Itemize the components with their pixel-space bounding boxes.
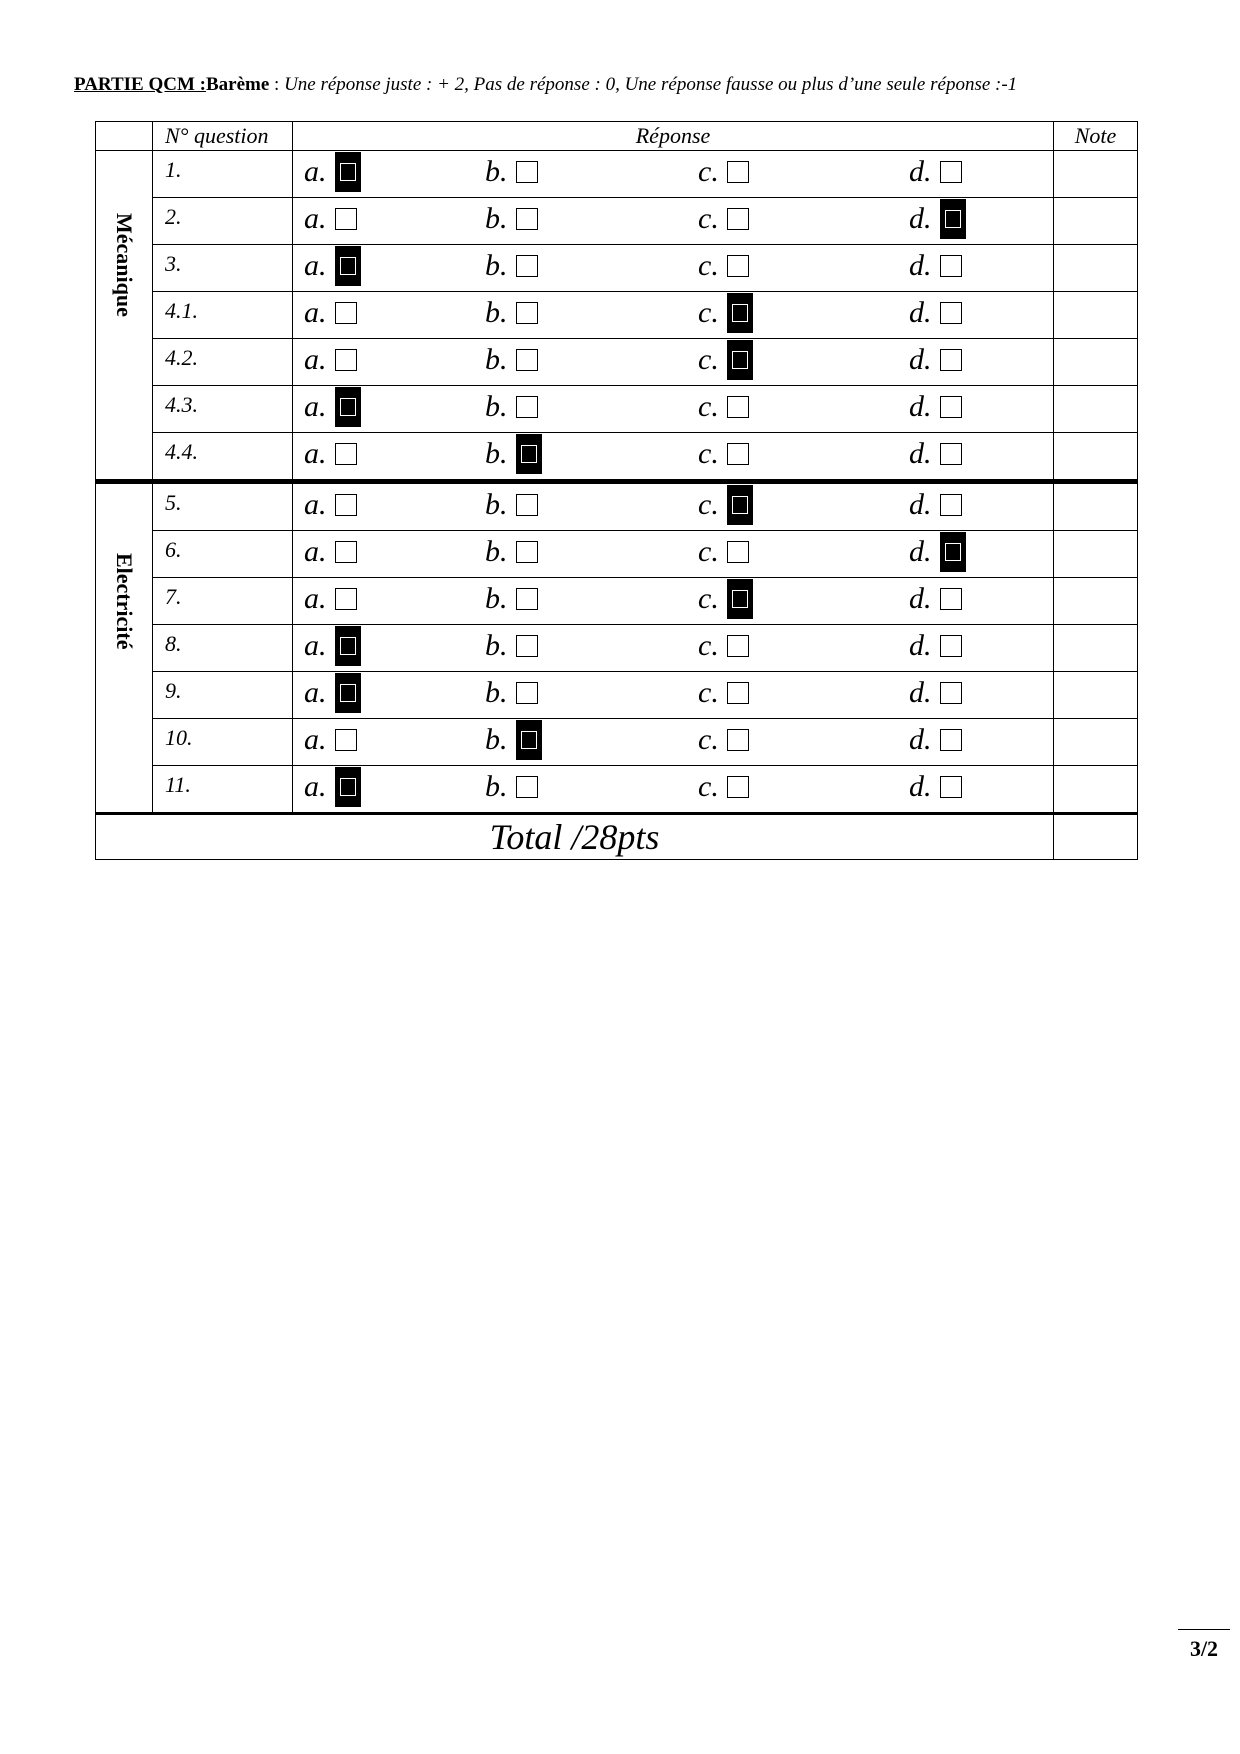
option-b[interactable] bbox=[485, 388, 538, 426]
question-number: 10. bbox=[153, 719, 293, 766]
option-c[interactable] bbox=[698, 294, 753, 332]
empty-checkbox[interactable] bbox=[940, 588, 962, 610]
option-letter: a. bbox=[304, 437, 327, 470]
option-letter: d. bbox=[909, 437, 932, 470]
option-c[interactable] bbox=[698, 388, 749, 426]
section-title: PARTIE QCM : bbox=[74, 74, 206, 95]
empty-checkbox[interactable] bbox=[940, 161, 962, 183]
question-number: 4.2. bbox=[153, 339, 293, 386]
response-cell bbox=[293, 719, 1054, 766]
option-letter: b. bbox=[485, 437, 508, 470]
checked-checkbox[interactable] bbox=[727, 579, 753, 619]
response-cell bbox=[293, 198, 1054, 245]
checked-checkbox[interactable] bbox=[727, 293, 753, 333]
option-b[interactable] bbox=[485, 486, 538, 524]
note-cell[interactable] bbox=[1054, 433, 1138, 482]
note-cell[interactable] bbox=[1054, 339, 1138, 386]
checked-checkbox[interactable] bbox=[940, 199, 966, 239]
response-cell bbox=[293, 339, 1054, 386]
option-c[interactable] bbox=[698, 674, 749, 712]
checked-checkbox[interactable] bbox=[335, 246, 361, 286]
option-c[interactable] bbox=[698, 200, 749, 238]
option-b[interactable] bbox=[485, 153, 538, 191]
option-a[interactable] bbox=[304, 294, 357, 332]
question-row bbox=[96, 198, 1138, 245]
option-letter: a. bbox=[304, 249, 327, 282]
section-label: Electricité bbox=[112, 553, 137, 650]
option-letter: c. bbox=[698, 535, 719, 568]
option-b[interactable] bbox=[485, 533, 538, 571]
empty-checkbox[interactable] bbox=[516, 349, 538, 371]
note-cell[interactable] bbox=[1054, 578, 1138, 625]
option-a[interactable] bbox=[304, 200, 357, 238]
option-letter: b. bbox=[485, 723, 508, 756]
option-letter: b. bbox=[485, 343, 508, 376]
checked-checkbox[interactable] bbox=[940, 532, 966, 572]
header-separator: : bbox=[269, 74, 285, 95]
question-row bbox=[96, 625, 1138, 672]
option-b[interactable] bbox=[485, 627, 538, 665]
option-a[interactable] bbox=[304, 627, 361, 665]
question-number: 2. bbox=[153, 198, 293, 245]
empty-checkbox[interactable] bbox=[516, 588, 538, 610]
empty-checkbox[interactable] bbox=[940, 349, 962, 371]
header-corner bbox=[96, 122, 153, 151]
option-letter: c. bbox=[698, 249, 719, 282]
checked-checkbox[interactable] bbox=[335, 626, 361, 666]
empty-checkbox[interactable] bbox=[727, 443, 749, 465]
option-d[interactable] bbox=[909, 627, 962, 665]
option-a[interactable] bbox=[304, 153, 361, 191]
question-row bbox=[96, 482, 1138, 531]
option-letter: b. bbox=[485, 676, 508, 709]
option-letter: a. bbox=[304, 629, 327, 662]
empty-checkbox[interactable] bbox=[516, 494, 538, 516]
option-c[interactable] bbox=[698, 153, 749, 191]
question-number: 6. bbox=[153, 531, 293, 578]
option-letter: a. bbox=[304, 535, 327, 568]
option-letter: c. bbox=[698, 629, 719, 662]
note-cell[interactable] bbox=[1054, 719, 1138, 766]
option-b[interactable] bbox=[485, 674, 538, 712]
empty-checkbox[interactable] bbox=[335, 349, 357, 371]
question-number: 9. bbox=[153, 672, 293, 719]
option-d[interactable] bbox=[909, 533, 966, 571]
note-cell[interactable] bbox=[1054, 672, 1138, 719]
question-row bbox=[96, 766, 1138, 814]
option-letter: b. bbox=[485, 390, 508, 423]
option-a[interactable] bbox=[304, 341, 357, 379]
response-cell bbox=[293, 386, 1054, 433]
question-number: 4.1. bbox=[153, 292, 293, 339]
option-b[interactable] bbox=[485, 341, 538, 379]
question-row bbox=[96, 386, 1138, 433]
empty-checkbox[interactable] bbox=[516, 302, 538, 324]
question-row bbox=[96, 578, 1138, 625]
option-b[interactable] bbox=[485, 294, 538, 332]
question-row bbox=[96, 245, 1138, 292]
note-cell[interactable] bbox=[1054, 151, 1138, 198]
question-number: 4.3. bbox=[153, 386, 293, 433]
option-letter: d. bbox=[909, 390, 932, 423]
response-cell bbox=[293, 672, 1054, 719]
option-letter: b. bbox=[485, 629, 508, 662]
option-letter: d. bbox=[909, 723, 932, 756]
option-letter: a. bbox=[304, 488, 327, 521]
empty-checkbox[interactable] bbox=[727, 541, 749, 563]
option-letter: b. bbox=[485, 155, 508, 188]
option-letter: c. bbox=[698, 296, 719, 329]
response-cell bbox=[293, 292, 1054, 339]
total-label: Total /28pts bbox=[96, 814, 1054, 860]
option-b[interactable] bbox=[485, 247, 538, 285]
scoring-rules: Une réponse juste : + 2, Pas de réponse : 0, Une réponse fausse ou plus d’une seule réponse :-1 bbox=[284, 74, 1018, 95]
empty-checkbox[interactable] bbox=[727, 255, 749, 277]
option-letter: d. bbox=[909, 296, 932, 329]
option-letter: a. bbox=[304, 770, 327, 803]
question-number: 7. bbox=[153, 578, 293, 625]
empty-checkbox[interactable] bbox=[516, 682, 538, 704]
option-letter: b. bbox=[485, 535, 508, 568]
checked-checkbox[interactable] bbox=[335, 152, 361, 192]
option-letter: a. bbox=[304, 155, 327, 188]
empty-checkbox[interactable] bbox=[335, 541, 357, 563]
empty-checkbox[interactable] bbox=[727, 161, 749, 183]
empty-checkbox[interactable] bbox=[940, 396, 962, 418]
checked-checkbox[interactable] bbox=[335, 387, 361, 427]
option-d[interactable] bbox=[909, 580, 962, 618]
checked-checkbox[interactable] bbox=[727, 485, 753, 525]
option-d[interactable] bbox=[909, 153, 962, 191]
question-row bbox=[96, 531, 1138, 578]
question-number: 3. bbox=[153, 245, 293, 292]
question-number: 8. bbox=[153, 625, 293, 672]
checked-checkbox[interactable] bbox=[516, 720, 542, 760]
option-b[interactable] bbox=[485, 768, 538, 806]
option-letter: c. bbox=[698, 488, 719, 521]
empty-checkbox[interactable] bbox=[335, 494, 357, 516]
question-row bbox=[96, 672, 1138, 719]
response-cell bbox=[293, 531, 1054, 578]
option-a[interactable] bbox=[304, 247, 361, 285]
response-cell bbox=[293, 151, 1054, 198]
option-d[interactable] bbox=[909, 388, 962, 426]
question-row bbox=[96, 151, 1138, 198]
empty-checkbox[interactable] bbox=[335, 588, 357, 610]
response-header: Réponse bbox=[293, 122, 1054, 151]
empty-checkbox[interactable] bbox=[516, 541, 538, 563]
option-letter: a. bbox=[304, 202, 327, 235]
section-label-cell bbox=[96, 151, 153, 482]
option-d[interactable] bbox=[909, 200, 966, 238]
option-c[interactable] bbox=[698, 341, 753, 379]
option-c[interactable] bbox=[698, 627, 749, 665]
option-letter: b. bbox=[485, 296, 508, 329]
option-a[interactable] bbox=[304, 388, 361, 426]
option-letter: b. bbox=[485, 488, 508, 521]
note-cell[interactable] bbox=[1054, 531, 1138, 578]
option-d[interactable] bbox=[909, 294, 962, 332]
question-row bbox=[96, 719, 1138, 766]
empty-checkbox[interactable] bbox=[516, 161, 538, 183]
response-cell bbox=[293, 578, 1054, 625]
question-row bbox=[96, 433, 1138, 482]
option-a[interactable] bbox=[304, 486, 357, 524]
empty-checkbox[interactable] bbox=[940, 635, 962, 657]
empty-checkbox[interactable] bbox=[335, 729, 357, 751]
option-b[interactable] bbox=[485, 721, 542, 759]
table-header-row bbox=[96, 122, 1138, 151]
question-number-header: N° question bbox=[153, 122, 293, 151]
question-number: 1. bbox=[153, 151, 293, 198]
option-letter: b. bbox=[485, 770, 508, 803]
option-letter: b. bbox=[485, 582, 508, 615]
empty-checkbox[interactable] bbox=[727, 682, 749, 704]
option-letter: c. bbox=[698, 723, 719, 756]
option-letter: d. bbox=[909, 249, 932, 282]
checked-checkbox[interactable] bbox=[335, 673, 361, 713]
response-cell bbox=[293, 625, 1054, 672]
option-letter: c. bbox=[698, 437, 719, 470]
empty-checkbox[interactable] bbox=[727, 729, 749, 751]
option-letter: c. bbox=[698, 676, 719, 709]
option-d[interactable] bbox=[909, 247, 962, 285]
option-letter: c. bbox=[698, 202, 719, 235]
option-letter: a. bbox=[304, 343, 327, 376]
empty-checkbox[interactable] bbox=[940, 255, 962, 277]
checked-checkbox[interactable] bbox=[335, 767, 361, 807]
option-letter: d. bbox=[909, 629, 932, 662]
option-letter: a. bbox=[304, 582, 327, 615]
option-letter: d. bbox=[909, 343, 932, 376]
option-a[interactable] bbox=[304, 533, 357, 571]
empty-checkbox[interactable] bbox=[940, 776, 962, 798]
option-b[interactable] bbox=[485, 580, 538, 618]
empty-checkbox[interactable] bbox=[727, 635, 749, 657]
question-number: 11. bbox=[153, 766, 293, 814]
option-d[interactable] bbox=[909, 768, 962, 806]
question-row bbox=[96, 292, 1138, 339]
empty-checkbox[interactable] bbox=[727, 208, 749, 230]
section-label: Mécanique bbox=[112, 212, 137, 317]
option-b[interactable] bbox=[485, 200, 538, 238]
note-cell[interactable] bbox=[1054, 386, 1138, 433]
option-b[interactable] bbox=[485, 435, 542, 473]
option-letter: d. bbox=[909, 770, 932, 803]
empty-checkbox[interactable] bbox=[516, 208, 538, 230]
question-row bbox=[96, 339, 1138, 386]
total-note-cell[interactable] bbox=[1054, 814, 1138, 860]
option-c[interactable] bbox=[698, 768, 749, 806]
option-letter: c. bbox=[698, 582, 719, 615]
option-letter: d. bbox=[909, 488, 932, 521]
option-letter: c. bbox=[698, 390, 719, 423]
note-cell[interactable] bbox=[1054, 766, 1138, 814]
option-a[interactable] bbox=[304, 435, 357, 473]
option-d[interactable] bbox=[909, 341, 962, 379]
option-d[interactable] bbox=[909, 721, 962, 759]
bareme-label: Barème bbox=[205, 74, 270, 95]
option-letter: c. bbox=[698, 155, 719, 188]
note-cell[interactable] bbox=[1054, 482, 1138, 531]
option-d[interactable] bbox=[909, 486, 962, 524]
empty-checkbox[interactable] bbox=[516, 396, 538, 418]
page-number: 3/2 bbox=[1178, 1629, 1230, 1662]
empty-checkbox[interactable] bbox=[727, 396, 749, 418]
option-d[interactable] bbox=[909, 435, 962, 473]
empty-checkbox[interactable] bbox=[940, 729, 962, 751]
empty-checkbox[interactable] bbox=[335, 208, 357, 230]
option-c[interactable] bbox=[698, 721, 749, 759]
option-a[interactable] bbox=[304, 674, 361, 712]
total-row bbox=[96, 814, 1138, 860]
empty-checkbox[interactable] bbox=[727, 776, 749, 798]
option-letter: c. bbox=[698, 343, 719, 376]
option-c[interactable] bbox=[698, 247, 749, 285]
option-letter: b. bbox=[485, 249, 508, 282]
option-c[interactable] bbox=[698, 580, 753, 618]
option-c[interactable] bbox=[698, 486, 753, 524]
response-cell bbox=[293, 245, 1054, 292]
option-letter: c. bbox=[698, 770, 719, 803]
note-cell[interactable] bbox=[1054, 625, 1138, 672]
note-cell[interactable] bbox=[1054, 198, 1138, 245]
option-letter: d. bbox=[909, 535, 932, 568]
empty-checkbox[interactable] bbox=[940, 302, 962, 324]
question-number: 4.4. bbox=[153, 433, 293, 482]
question-number: 5. bbox=[153, 482, 293, 531]
answer-table bbox=[95, 121, 1138, 860]
option-a[interactable] bbox=[304, 768, 361, 806]
option-c[interactable] bbox=[698, 435, 749, 473]
empty-checkbox[interactable] bbox=[335, 443, 357, 465]
response-cell bbox=[293, 433, 1054, 482]
option-letter: a. bbox=[304, 390, 327, 423]
option-letter: b. bbox=[485, 202, 508, 235]
option-letter: d. bbox=[909, 202, 932, 235]
empty-checkbox[interactable] bbox=[516, 255, 538, 277]
option-letter: d. bbox=[909, 155, 932, 188]
empty-checkbox[interactable] bbox=[940, 443, 962, 465]
note-cell[interactable] bbox=[1054, 292, 1138, 339]
empty-checkbox[interactable] bbox=[940, 494, 962, 516]
note-cell[interactable] bbox=[1054, 245, 1138, 292]
option-a[interactable] bbox=[304, 580, 357, 618]
empty-checkbox[interactable] bbox=[940, 682, 962, 704]
option-a[interactable] bbox=[304, 721, 357, 759]
response-cell bbox=[293, 482, 1054, 531]
checked-checkbox[interactable] bbox=[727, 340, 753, 380]
response-cell bbox=[293, 766, 1054, 814]
empty-checkbox[interactable] bbox=[516, 635, 538, 657]
option-letter: a. bbox=[304, 676, 327, 709]
option-letter: d. bbox=[909, 676, 932, 709]
empty-checkbox[interactable] bbox=[516, 776, 538, 798]
option-letter: a. bbox=[304, 296, 327, 329]
checked-checkbox[interactable] bbox=[516, 434, 542, 474]
option-c[interactable] bbox=[698, 533, 749, 571]
instructions-header bbox=[74, 74, 1174, 96]
option-letter: d. bbox=[909, 582, 932, 615]
option-d[interactable] bbox=[909, 674, 962, 712]
section-label-cell bbox=[96, 482, 153, 814]
note-header: Note bbox=[1054, 122, 1138, 151]
option-letter: a. bbox=[304, 723, 327, 756]
empty-checkbox[interactable] bbox=[335, 302, 357, 324]
